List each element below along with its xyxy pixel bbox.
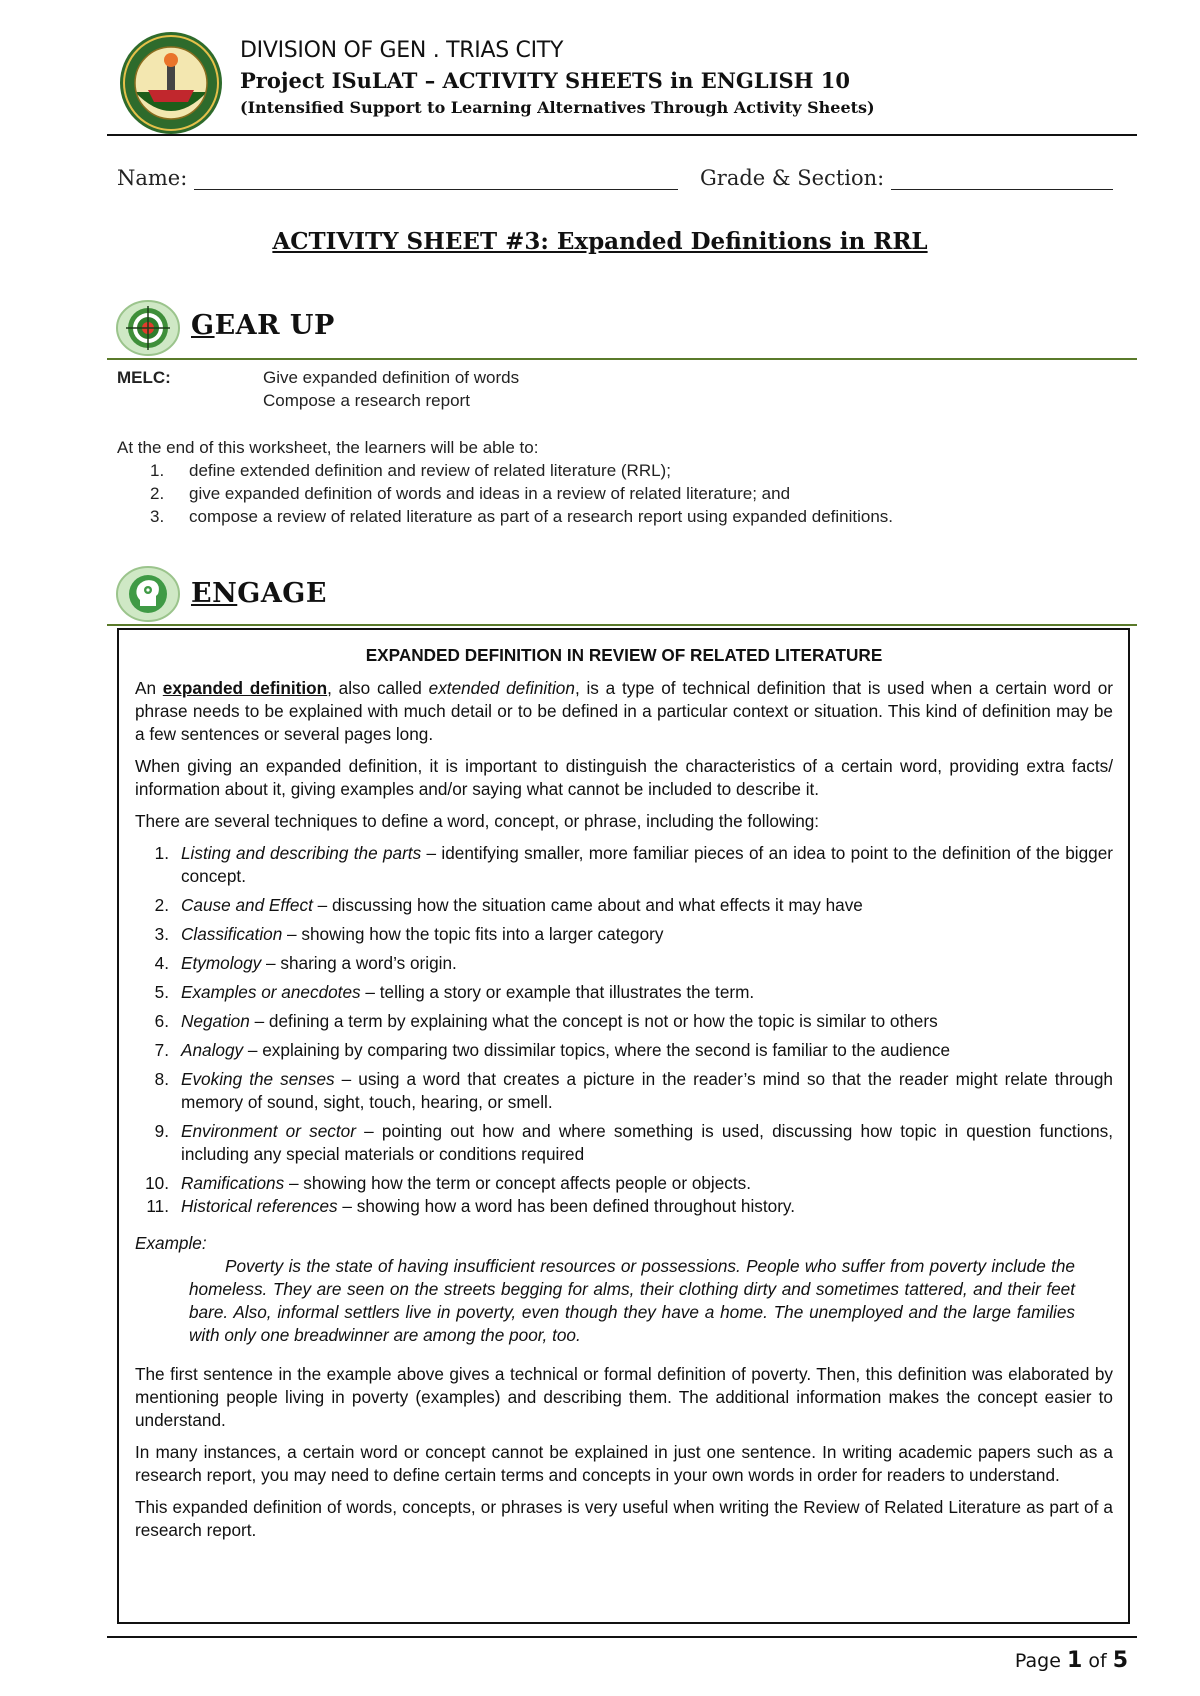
gear-up-heading-rest: EAR UP (214, 310, 335, 341)
technique-desc: – showing how a word has been defined throughout history. (337, 1196, 796, 1216)
technique-desc: – identifying smaller, more familiar pieces of an idea to point to the definition of the bigger concept. (181, 843, 1114, 886)
list-item (135, 1068, 1113, 1114)
technique-term: Negation (181, 1011, 250, 1031)
list-item (135, 1039, 1113, 1062)
grade-section-field[interactable] (700, 166, 1113, 190)
text-run: , is a type of technical definition that is used when a certain word or phrase needs to be explained with much detail or to be defined in a particular context or situation. This kind of definition may be a few sentences or several pages long. (135, 678, 1113, 744)
list-item (135, 1120, 1113, 1166)
head-gear-icon (116, 566, 180, 622)
list-number: 10. (145, 1173, 169, 1193)
list-number: 2. (154, 895, 169, 915)
target-icon (116, 300, 180, 356)
techniques-intro: There are several techniques to define a word, concept, or phrase, including the following: (135, 811, 820, 831)
technique-desc: – showing how the term or concept affects people or objects. (284, 1173, 752, 1193)
technique-desc: – discussing how the situation came about and what effects it may have (312, 895, 863, 915)
grade-section-blank[interactable] (891, 167, 1113, 190)
list-item (135, 1195, 1113, 1218)
list-item (135, 1172, 1113, 1195)
list-item (135, 923, 1113, 946)
technique-desc: – showing how the topic fits into a larger category (282, 924, 664, 944)
objective-number: 1. (150, 461, 165, 480)
technique-term: Classification (181, 924, 283, 944)
content-box (117, 628, 1130, 1624)
technique-term: Etymology (181, 953, 262, 973)
example-text: Poverty is the state of having insufficient resources or possessions. People who suffer from poverty include the homeless. They are seen on the streets begging for alms, their clothing dirty and sometimes tattered, and their feet bare. Also, informal settlers live in poverty, even though they have a home. The unemployed and the large families with only one breadwinner are among the poor, too. (189, 1256, 1075, 1345)
list-item (135, 952, 1113, 975)
alternate-term: extended definition (428, 678, 575, 698)
project-subtitle: (Intensified Support to Learning Alternatives Through Activity Sheets) (240, 98, 875, 117)
project-title: Project ISuLAT – ACTIVITY SHEETS in ENGLISH 10 (240, 68, 850, 93)
list-number: 8. (154, 1069, 169, 1089)
gear-up-divider (107, 358, 1137, 360)
technique-desc: – pointing out how and where something is used, discussing how topic in question functions, including any special materials or conditions required (181, 1121, 1114, 1164)
footer-divider (107, 1636, 1137, 1638)
technique-desc: – using a word that creates a picture in the reader’s mind so that the reader might relate through memory of sound, sight, touch, hearing, or smell. (181, 1069, 1113, 1112)
division-name: DIVISION OF GEN . TRIAS CITY (240, 38, 564, 63)
activity-title: ACTIVITY SHEET #3: Expanded Definitions in RRL (272, 228, 928, 255)
of-word: of (1082, 1650, 1113, 1672)
list-number: 3. (154, 924, 169, 944)
technique-term: Environment or sector (181, 1121, 356, 1141)
melc-item: Compose a research report (263, 391, 470, 410)
engage-heading-initial: EN (191, 578, 238, 609)
current-page: 1 (1066, 1648, 1083, 1673)
list-item (135, 1010, 1113, 1033)
melc-label: MELC: (117, 368, 171, 387)
list-number: 7. (154, 1040, 169, 1060)
technique-desc: – defining a term by explaining what the concept is not or how the topic is similar to others (249, 1011, 938, 1031)
page-number (1015, 1648, 1128, 1673)
definition-paragraph (135, 677, 1113, 746)
technique-term: Ramifications (181, 1173, 285, 1193)
technique-term: Historical references (181, 1196, 338, 1216)
objective-text: define extended definition and review of related literature (RRL); (189, 461, 671, 480)
box-heading: EXPANDED DEFINITION IN REVIEW OF RELATED LITERATURE (365, 645, 883, 665)
name-field[interactable] (117, 166, 678, 190)
engage-heading-rest: GAGE (237, 578, 327, 609)
list-item (135, 842, 1113, 888)
list-number: 4. (154, 953, 169, 973)
objectives-intro: At the end of this worksheet, the learners will be able to: (117, 438, 539, 457)
example-label: Example: (135, 1233, 207, 1253)
technique-term: Cause and Effect (181, 895, 313, 915)
page-word: Page (1014, 1650, 1067, 1672)
gear-up-heading-initial: G (191, 310, 215, 341)
instances-paragraph: In many instances, a certain word or concept cannot be explained in just one sentence. In writing academic papers such as a research report, you may need to define certain terms and concepts in your own words in order for readers to understand. (135, 1442, 1113, 1485)
technique-desc: – telling a story or example that illustrates the term. (360, 982, 755, 1002)
engage-heading (191, 578, 327, 609)
characteristics-paragraph: When giving an expanded definition, it is important to distinguish the characteristics of a certain word, providing extra facts/ information about it, giving examples and/or saying what cannot be included to describe it. (135, 756, 1113, 799)
text-run: , also called (327, 678, 429, 698)
header-divider (107, 134, 1137, 136)
technique-term: Examples or anecdotes (181, 982, 361, 1002)
explanation-paragraph: The first sentence in the example above gives a technical or formal definition of poverty. Then, this definition was elaborated by mentioning people living in poverty (examples) and describing them. The additional information makes the concept easier to understand. (135, 1364, 1113, 1430)
list-item (135, 894, 1113, 917)
text-run: An (135, 678, 163, 698)
list-item (135, 981, 1113, 1004)
gear-up-heading (191, 310, 335, 341)
name-blank[interactable] (194, 167, 678, 190)
objective-text: compose a review of related literature as part of a research report using expanded definitions. (189, 507, 894, 526)
name-label: Name: (117, 166, 188, 190)
technique-term: Evoking the senses (181, 1069, 335, 1089)
technique-desc: – sharing a word’s origin. (261, 953, 457, 973)
division-seal-icon (118, 30, 224, 136)
grade-section-label: Grade & Section: (700, 166, 885, 190)
key-term: expanded definition (162, 678, 328, 698)
total-pages: 5 (1112, 1648, 1128, 1673)
usefulness-paragraph: This expanded definition of words, concepts, or phrases is very useful when writing the Review of Related Literature as part of a research report. (135, 1497, 1113, 1540)
technique-desc: – explaining by comparing two dissimilar topics, where the second is familiar to the audience (243, 1040, 951, 1060)
list-number: 5. (154, 982, 169, 1002)
objective-text: give expanded definition of words and ideas in a review of related literature; and (189, 484, 791, 503)
technique-term: Listing and describing the parts (181, 843, 422, 863)
melc-item: Give expanded definition of words (263, 368, 520, 387)
list-number: 11. (146, 1196, 169, 1216)
objective-number: 2. (150, 484, 165, 503)
list-number: 1. (154, 843, 169, 863)
list-number: 9. (154, 1121, 169, 1141)
objective-number: 3. (150, 507, 165, 526)
list-number: 6. (154, 1011, 169, 1031)
techniques-list (135, 842, 1113, 1218)
engage-divider (107, 624, 1137, 626)
technique-term: Analogy (181, 1040, 244, 1060)
